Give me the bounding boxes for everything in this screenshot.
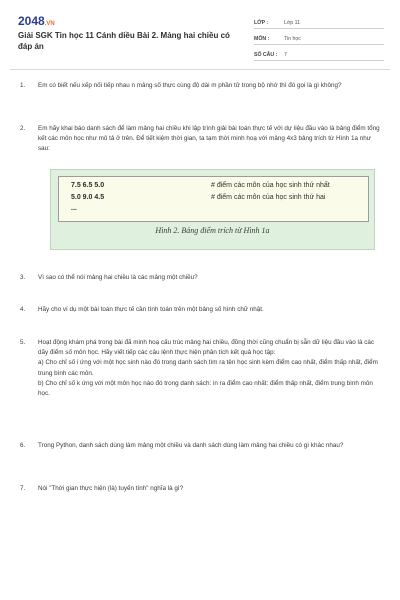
- meta-value: Tin học: [284, 36, 301, 42]
- question-1: [20, 81, 382, 91]
- question-4: [20, 305, 382, 315]
- question-7: [20, 484, 382, 494]
- question-5: [20, 338, 382, 399]
- question-text: Hãy cho ví dụ một bài toán thực tế cần tính toán trên một bảng số hình chữ nhật.: [38, 306, 264, 313]
- question-paragraph: Hoạt động khám phá trong bài đã minh hoạ cấu trúc mảng hai chiều, đồng thời cũng chuẩn bị sẵn dữ liệu đầu vào là các dãy điểm số môn học. Hãy viết tiếp các câu lệnh thực hiện phân tích kết quả học tập:: [38, 339, 375, 357]
- question-text: [38, 338, 382, 399]
- question-number: 6.: [20, 442, 26, 449]
- question-text: Vì sao có thể nói mảng hai chiều là các mảng một chiều?: [38, 274, 198, 281]
- site-logo[interactable]: 2048.VN: [18, 14, 55, 28]
- meta-value: 7: [284, 52, 287, 58]
- question-number: 2.: [20, 125, 26, 132]
- figure-score-table: [50, 169, 375, 250]
- question-paragraph: b) Cho chỉ số k ứng với một môn học nào đó trong danh sách: in ra điểm cao nhất: điểm thấp nhất, điểm trung bình môn học.: [38, 379, 373, 398]
- figure-row-comment: # điểm các môn của học sinh thứ nhất: [211, 182, 330, 189]
- figure-row-values: 5.0 9.0 4.5: [71, 194, 105, 201]
- meta-label: MÔN :: [254, 36, 270, 42]
- page-header: [18, 12, 382, 68]
- meta-row-subject: [254, 31, 384, 45]
- question-6: [20, 441, 382, 451]
- figure-caption: Hình 2. Bảng điểm trích từ Hình 1a: [155, 226, 270, 235]
- question-number: 5.: [20, 339, 26, 346]
- code-box: [58, 176, 369, 222]
- figure-row-values: ...: [71, 205, 77, 212]
- question-text: Trong Python, danh sách dùng làm mảng một chiều và danh sách dùng làm mảng hai chiều có gì khác nhau?: [38, 442, 344, 449]
- question-number: 4.: [20, 306, 26, 313]
- question-text: Em có biết nếu xếp nối tiếp nhau n mảng số thực cùng độ dài m phần tử trong bộ nhớ thì đó gọi là gì không?: [38, 82, 342, 89]
- question-2: [20, 124, 382, 155]
- question-number: 7.: [20, 485, 26, 492]
- meta-row-question-count: [254, 47, 384, 61]
- question-number: 1.: [20, 82, 26, 89]
- question-paragraph: a) Cho chỉ số i ứng với một học sinh nào đó trong danh sách tìm ra tên học sinh kèm điểm cao nhất, điểm thấp nhất, điểm trung bình các môn.: [38, 359, 378, 377]
- meta-value: Lớp 11: [284, 20, 300, 26]
- page-title: Giải SGK Tin học 11 Cánh diều Bài 2. Mảng hai chiều có đáp án: [18, 31, 230, 51]
- meta-info: [254, 15, 384, 63]
- question-text: Nói "Thời gian thực hiện (là) tuyến tính" nghĩa là gì?: [38, 485, 184, 492]
- question-3: [20, 273, 382, 283]
- question-text: Em hãy khai báo danh sách để làm mảng hai chiều khi lập trình giải bài toán thực tế với dự liệu đầu vào là bảng điểm tổng kết các môn học như mô tả ở trên. Để tiết kiệm thời gian, ta tạm thời minh hoạ với mảng 4x3 bảng trích từ Hình 1a như sau:: [38, 125, 380, 153]
- header-divider: [10, 69, 390, 70]
- meta-row-grade: [254, 15, 384, 29]
- meta-label: SỐ CÂU :: [254, 52, 278, 58]
- question-number: 3.: [20, 274, 26, 281]
- figure-row-values: 7.5 6.5 5.0: [71, 182, 105, 189]
- figure-row-comment: # điểm các môn của học sinh thứ hai: [211, 194, 326, 201]
- meta-label: LỚP :: [254, 20, 269, 26]
